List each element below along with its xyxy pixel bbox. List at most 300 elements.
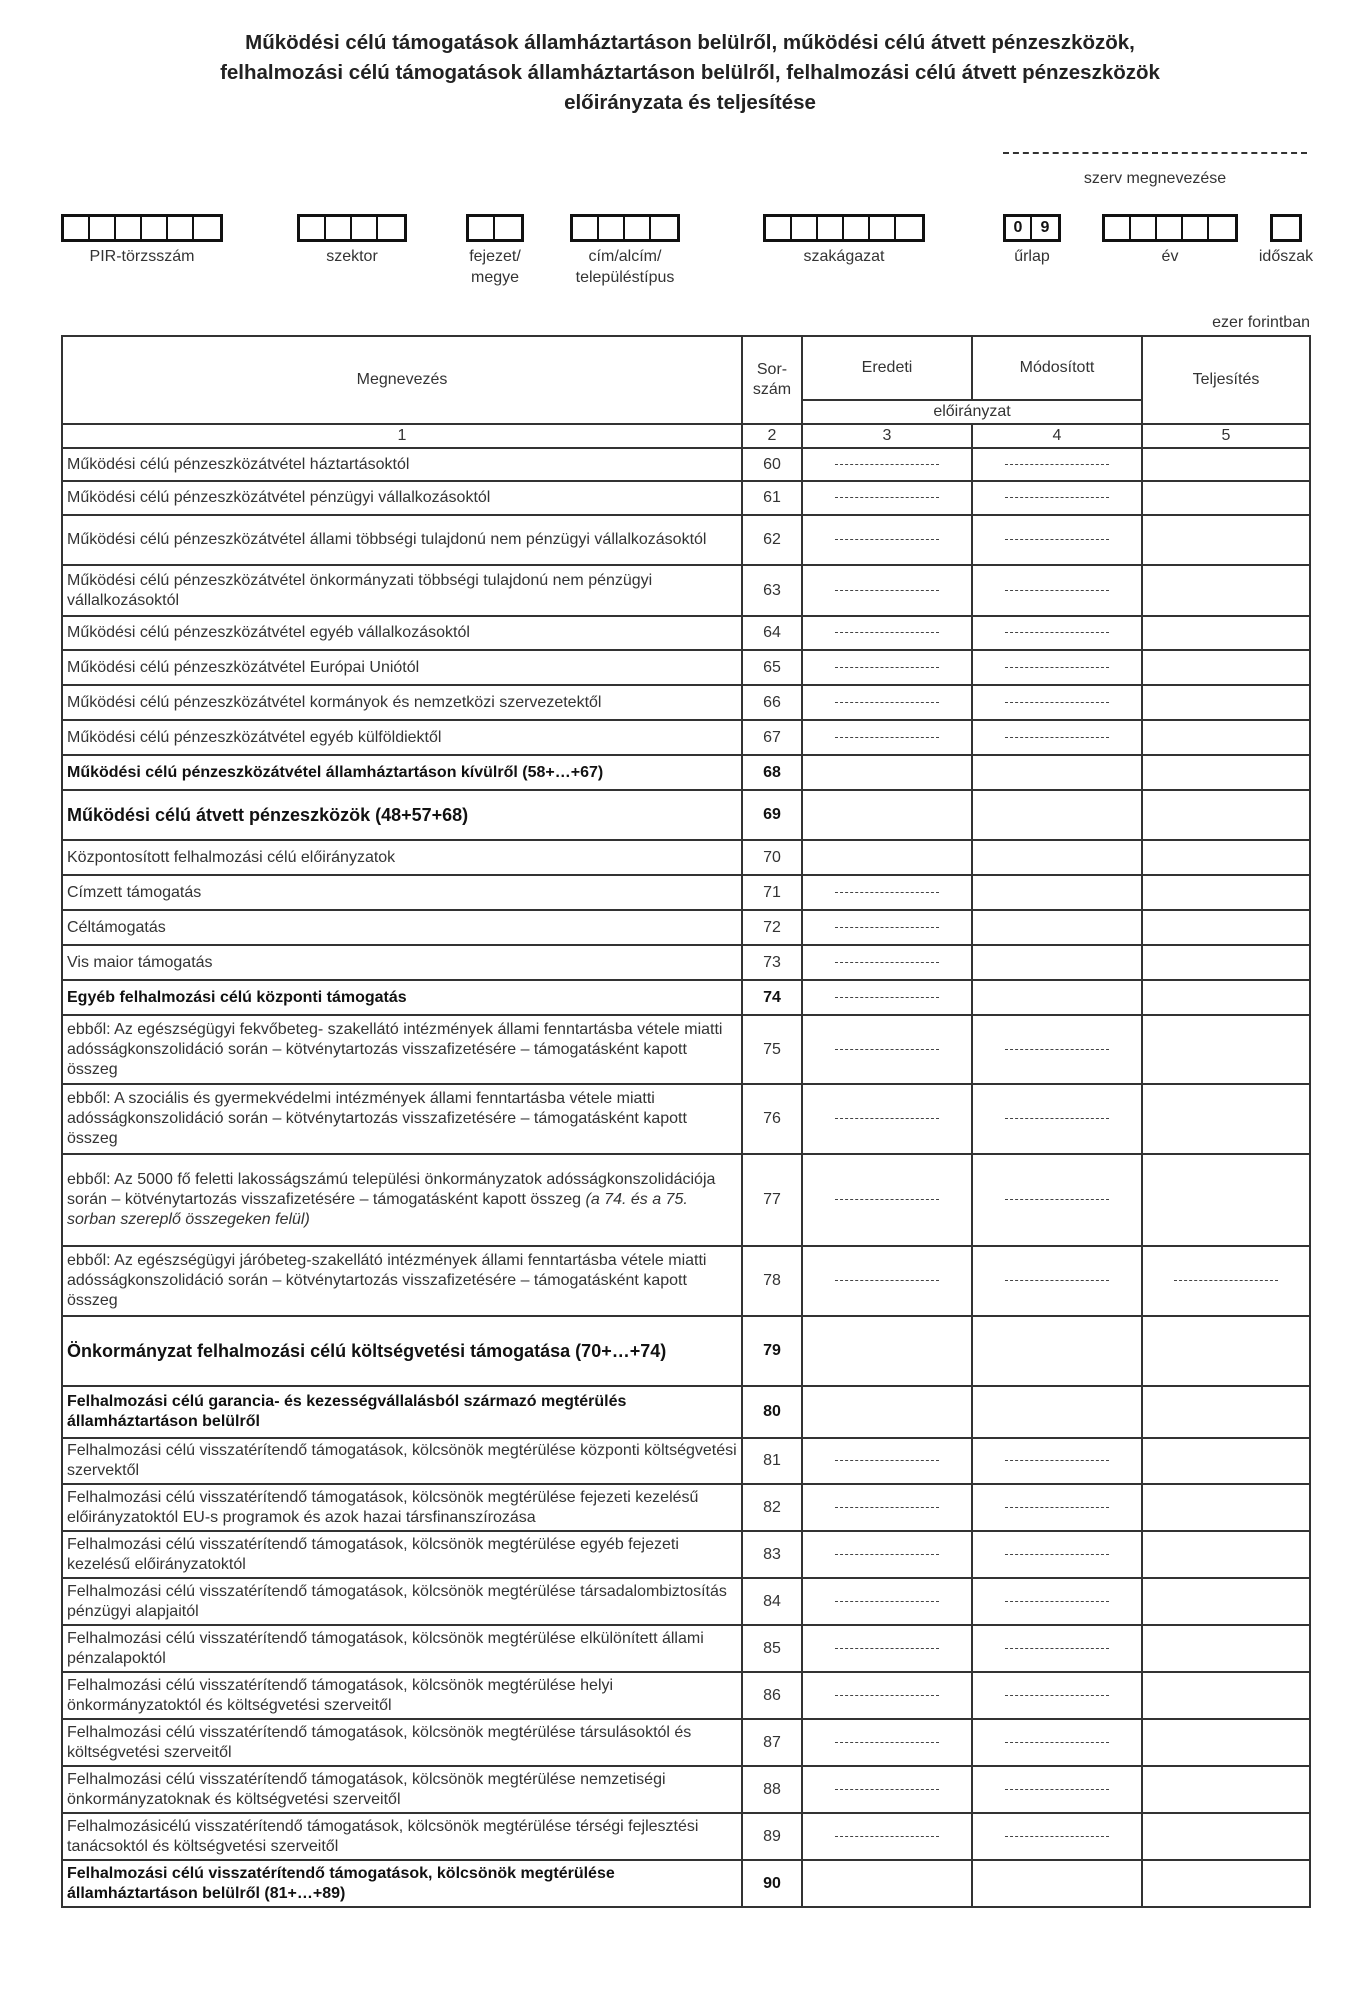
performance-value-cell[interactable]	[1142, 1438, 1310, 1484]
performance-value-cell[interactable]	[1142, 720, 1310, 755]
dash-placeholder	[835, 1742, 939, 1743]
original-value-cell-na	[802, 1246, 972, 1316]
row-name-text: ebből: Az egészségügyi fekvőbeteg- szakellátó intézmények állami fenntartásba vétele miatti adósságkonszolidáció során – kötvénytartozás visszafizetésére – támogatásként kapott összeg	[67, 1020, 723, 1078]
dash-placeholder	[835, 737, 939, 738]
row-serial: 63	[742, 565, 802, 616]
original-value-cell-na	[802, 720, 972, 755]
dash-placeholder	[835, 1049, 939, 1050]
row-serial: 74	[742, 980, 802, 1015]
row-name-text: Felhalmozásicélú visszatérítendő támogatások, kölcsönök megtérülése térségi fejlesztési tanácsoktól és költségvetési szerveitől	[67, 1817, 699, 1855]
dash-placeholder	[835, 464, 939, 465]
row-name	[62, 1316, 742, 1386]
performance-value-cell[interactable]	[1142, 1386, 1310, 1438]
table-row	[62, 1766, 1310, 1813]
row-name	[62, 1672, 742, 1719]
modified-value-cell-na	[972, 1438, 1142, 1484]
row-serial: 82	[742, 1484, 802, 1531]
modified-value-cell[interactable]	[972, 910, 1142, 945]
row-name-text: Felhalmozási célú garancia- és kezességvállalásból származó megtérülés államháztartáson belülről	[67, 1393, 627, 1430]
original-value-cell-na	[802, 685, 972, 720]
row-serial: 78	[742, 1246, 802, 1316]
modified-value-cell-na	[972, 1484, 1142, 1531]
row-name	[62, 790, 742, 840]
dash-placeholder	[835, 1460, 939, 1461]
row-name-text: Egyéb felhalmozási célú központi támogatás	[67, 988, 407, 1006]
row-name-text: Működési célú pénzeszközátvétel államháztartáson kívülről (58+…+67)	[67, 763, 604, 781]
code-cell[interactable]	[378, 217, 404, 239]
dash-placeholder	[1005, 1789, 1109, 1790]
dash-placeholder	[835, 927, 939, 928]
row-name-text: Működési célú pénzeszközátvétel kormányok és nemzetközi szervezetektől	[67, 693, 602, 711]
row-name	[62, 616, 742, 650]
row-serial: 66	[742, 685, 802, 720]
modified-value-cell-na	[972, 1766, 1142, 1813]
period-code-boxes[interactable]	[1270, 214, 1302, 242]
row-name-text: Működési célú pénzeszközátvétel önkormányzati többségi tulajdonú nem pénzügyi vállalkozásoktól	[67, 571, 653, 609]
row-name-text: Címzett támogatás	[67, 883, 202, 901]
row-name-text: Felhalmozási célú visszatérítendő támogatások, kölcsönök megtérülése nemzetiségi önkormányzatoknak és költségvetési szerveitől	[67, 1770, 666, 1808]
table-row	[62, 1672, 1310, 1719]
dash-placeholder	[835, 1648, 939, 1649]
dash-placeholder	[1005, 632, 1109, 633]
row-name-text: Működési célú pénzeszközátvétel állami többségi tulajdonú nem pénzügyi vállalkozásoktól	[67, 531, 707, 548]
form-code-boxes[interactable]	[1003, 214, 1061, 242]
dash-placeholder	[835, 1554, 939, 1555]
original-value-cell-na	[802, 1625, 972, 1672]
dash-placeholder	[835, 1280, 939, 1281]
code-cell[interactable]	[1183, 217, 1209, 239]
row-name	[62, 448, 742, 481]
dash-placeholder	[835, 892, 939, 893]
original-value-cell-na	[802, 1672, 972, 1719]
table-row	[62, 565, 1310, 616]
modified-value-cell[interactable]	[972, 790, 1142, 840]
performance-value-cell[interactable]	[1142, 650, 1310, 685]
original-value-cell-na	[802, 448, 972, 481]
table-row	[62, 1719, 1310, 1766]
table-row	[62, 1316, 1310, 1386]
year-code-boxes[interactable]	[1102, 214, 1238, 242]
performance-value-cell[interactable]	[1142, 1484, 1310, 1531]
dash-placeholder	[1005, 1280, 1109, 1281]
modified-value-cell-na	[972, 616, 1142, 650]
row-name	[62, 1860, 742, 1907]
table-row	[62, 720, 1310, 755]
performance-value-cell[interactable]	[1142, 1154, 1310, 1246]
code-cell[interactable]	[651, 217, 677, 239]
row-name	[62, 840, 742, 875]
dash-placeholder	[1005, 464, 1109, 465]
branch-code-label: szakágazat	[803, 248, 885, 265]
modified-value-cell-na	[972, 1625, 1142, 1672]
performance-value-cell[interactable]	[1142, 945, 1310, 980]
original-value-cell-na	[802, 565, 972, 616]
row-name	[62, 945, 742, 980]
column-number-row	[62, 424, 1310, 448]
table-row	[62, 481, 1310, 515]
performance-value-cell[interactable]	[1142, 685, 1310, 720]
dash-placeholder	[1005, 1118, 1109, 1119]
performance-value-cell[interactable]	[1142, 616, 1310, 650]
performance-value-cell[interactable]	[1142, 1316, 1310, 1386]
period-code-group	[1258, 214, 1314, 265]
row-name	[62, 1625, 742, 1672]
row-serial: 88	[742, 1766, 802, 1813]
modified-value-cell[interactable]	[972, 1316, 1142, 1386]
code-cell[interactable]	[469, 217, 495, 239]
performance-value-cell[interactable]	[1142, 1578, 1310, 1625]
table-row	[62, 1084, 1310, 1154]
modified-value-cell-na	[972, 1015, 1142, 1084]
original-value-cell-na	[802, 481, 972, 515]
row-name-text: ebből: A szociális és gyermekvédelmi intézmények állami fenntartásba vétele miatti adósságkonszolidáció során – kötvénytartozás visszafizetésére – támogatásként kapott összeg	[67, 1090, 687, 1147]
code-cell[interactable]	[1157, 217, 1183, 239]
row-name-text: Felhalmozási célú visszatérítendő támogatások, kölcsönök megtérülése elkülönített állami pénzalapoktól	[67, 1629, 704, 1667]
title-sub-code-label: cím/alcím/ településtípus	[575, 248, 675, 286]
dash-placeholder	[1005, 1199, 1109, 1200]
dash-placeholder	[1005, 1554, 1109, 1555]
performance-value-cell[interactable]	[1142, 1531, 1310, 1578]
performance-value-cell[interactable]	[1142, 448, 1310, 481]
code-cell[interactable]	[352, 217, 378, 239]
dash-placeholder	[1005, 1836, 1109, 1837]
table-row	[62, 840, 1310, 875]
header-modified: Módosított	[972, 336, 1142, 400]
title-sub-code-group	[570, 214, 680, 286]
col-number: 3	[802, 424, 972, 448]
code-cell[interactable]	[168, 217, 194, 239]
code-cell[interactable]	[64, 217, 90, 239]
performance-value-cell[interactable]	[1142, 755, 1310, 790]
header-performance: Teljesítés	[1142, 336, 1310, 424]
performance-value-cell[interactable]	[1142, 1719, 1310, 1766]
row-serial: 86	[742, 1672, 802, 1719]
table-row	[62, 1578, 1310, 1625]
modified-value-cell[interactable]	[972, 945, 1142, 980]
performance-value-cell[interactable]	[1142, 980, 1310, 1015]
performance-value-cell[interactable]	[1142, 1860, 1310, 1907]
row-serial: 61	[742, 481, 802, 515]
row-name-text: Önkormányzat felhalmozási célú költségvetési támogatása (70+…+74)	[67, 1341, 667, 1361]
code-cell[interactable]	[1273, 217, 1299, 239]
modified-value-cell-na	[972, 1719, 1142, 1766]
original-value-cell-na	[802, 1438, 972, 1484]
original-value-cell-na	[802, 1719, 972, 1766]
code-cell[interactable]	[573, 217, 599, 239]
performance-value-cell[interactable]	[1142, 515, 1310, 565]
dash-placeholder	[1005, 1507, 1109, 1508]
col-number: 2	[742, 424, 802, 448]
code-cell[interactable]	[1209, 217, 1235, 239]
row-name-text: Működési célú pénzeszközátvétel egyéb vállalkozásoktól	[67, 624, 470, 641]
row-name-text: Vis maior támogatás	[67, 953, 213, 971]
period-code-label: időszak	[1258, 248, 1314, 265]
table-row	[62, 1154, 1310, 1246]
row-serial: 83	[742, 1531, 802, 1578]
row-serial: 76	[742, 1084, 802, 1154]
original-value-cell-na	[802, 945, 972, 980]
pir-code-group	[61, 214, 223, 265]
original-value-cell[interactable]	[802, 1316, 972, 1386]
performance-value-cell[interactable]	[1142, 1015, 1310, 1084]
title-line-1: Működési célú támogatások államháztartáson belülről, működési célú átvett pénzeszközök,	[245, 31, 1135, 54]
modified-value-cell-na	[972, 1672, 1142, 1719]
row-name-text: Felhalmozási célú visszatérítendő támogatások, kölcsönök megtérülése fejezeti kezelésű előirányzatoktól EU-s programok és azok hazai társfinanszírozása	[67, 1488, 699, 1526]
dash-placeholder	[835, 702, 939, 703]
dash-placeholder	[1005, 667, 1109, 668]
row-name-text: Működési célú átvett pénzeszközök (48+57+68)	[67, 805, 469, 825]
dash-placeholder	[835, 1695, 939, 1696]
modified-value-cell[interactable]	[972, 1860, 1142, 1907]
dash-placeholder	[835, 1199, 939, 1200]
modified-value-cell[interactable]	[972, 755, 1142, 790]
appropriation-table	[61, 335, 1311, 1908]
original-value-cell-na	[802, 1578, 972, 1625]
header-original: Eredeti	[802, 336, 972, 400]
row-name	[62, 875, 742, 910]
dash-placeholder	[835, 1789, 939, 1790]
sector-code-group	[297, 214, 407, 265]
modified-value-cell-na	[972, 720, 1142, 755]
header-serial: Sor- szám	[742, 336, 802, 424]
row-name	[62, 1438, 742, 1484]
row-serial: 72	[742, 910, 802, 945]
row-name	[62, 910, 742, 945]
performance-value-cell[interactable]	[1142, 790, 1310, 840]
original-value-cell[interactable]	[802, 840, 972, 875]
table-row	[62, 1625, 1310, 1672]
modified-value-cell-na	[972, 448, 1142, 481]
dash-placeholder	[835, 539, 939, 540]
original-value-cell-na	[802, 1084, 972, 1154]
dash-placeholder	[1005, 590, 1109, 591]
performance-value-cell[interactable]	[1142, 875, 1310, 910]
original-value-cell[interactable]	[802, 1860, 972, 1907]
dash-placeholder	[835, 962, 939, 963]
row-serial: 70	[742, 840, 802, 875]
row-name	[62, 1015, 742, 1084]
original-value-cell-na	[802, 616, 972, 650]
org-name-label: szerv megnevezése	[1083, 170, 1227, 187]
performance-value-cell[interactable]	[1142, 481, 1310, 515]
dash-placeholder	[835, 667, 939, 668]
form-code-digit-1[interactable]: 0	[1006, 217, 1032, 239]
code-cell[interactable]	[625, 217, 651, 239]
code-cell[interactable]	[90, 217, 116, 239]
performance-value-cell[interactable]	[1142, 1766, 1310, 1813]
branch-code-boxes[interactable]	[763, 214, 925, 242]
row-name	[62, 1484, 742, 1531]
row-name-text: Felhalmozási célú visszatérítendő támogatások, kölcsönök megtérülése társulásoktól és költségvetési szerveitől	[67, 1723, 692, 1761]
code-cell[interactable]	[1131, 217, 1157, 239]
code-cell[interactable]	[116, 217, 142, 239]
dash-placeholder	[835, 632, 939, 633]
row-name	[62, 685, 742, 720]
code-cell[interactable]	[300, 217, 326, 239]
modified-value-cell[interactable]	[972, 1386, 1142, 1438]
code-cell[interactable]	[194, 217, 220, 239]
code-cell[interactable]	[495, 217, 521, 239]
row-name-text: Felhalmozási célú visszatérítendő támogatások, kölcsönök megtérülése helyi önkormányzatoktól és költségvetési szerveitől	[67, 1676, 614, 1714]
row-name	[62, 1531, 742, 1578]
performance-value-cell[interactable]	[1142, 840, 1310, 875]
document-title	[120, 28, 1260, 118]
row-name-text: Felhalmozási célú visszatérítendő támogatások, kölcsönök megtérülése államháztartáson belülről (81+…+89)	[67, 1864, 615, 1902]
original-value-cell-na	[802, 1766, 972, 1813]
performance-value-cell[interactable]	[1142, 1625, 1310, 1672]
chapter-code-group	[466, 214, 524, 286]
table-row	[62, 1860, 1310, 1907]
row-name-text: Céltámogatás	[67, 918, 166, 936]
dash-placeholder	[835, 1601, 939, 1602]
modified-value-cell-na	[972, 1578, 1142, 1625]
row-name	[62, 755, 742, 790]
row-serial: 77	[742, 1154, 802, 1246]
row-name	[62, 1386, 742, 1438]
title-line-3: előirányzata és teljesítése	[564, 91, 816, 114]
code-cell[interactable]	[870, 217, 896, 239]
row-serial: 80	[742, 1386, 802, 1438]
code-cell[interactable]	[896, 217, 922, 239]
dash-placeholder	[835, 1836, 939, 1837]
header-appropriation: előirányzat	[802, 400, 1142, 424]
modified-value-cell-na	[972, 1531, 1142, 1578]
dash-placeholder	[835, 1507, 939, 1508]
modified-value-cell[interactable]	[972, 980, 1142, 1015]
original-value-cell-na	[802, 650, 972, 685]
dash-placeholder	[1005, 702, 1109, 703]
table-row	[62, 1386, 1310, 1438]
chapter-code-boxes[interactable]	[466, 214, 524, 242]
col-number: 5	[1142, 424, 1310, 448]
row-name-text: Felhalmozási célú visszatérítendő támogatások, kölcsönök megtérülése központi költségvetési szervektől	[67, 1442, 737, 1479]
branch-code-group	[763, 214, 925, 265]
title-line-2: felhalmozási célú támogatások államháztartáson belülről, felhalmozási célú átvett pénzeszközök	[220, 61, 1160, 84]
table-row	[62, 685, 1310, 720]
dash-placeholder	[1005, 737, 1109, 738]
performance-value-cell[interactable]	[1142, 1084, 1310, 1154]
code-cell[interactable]	[599, 217, 625, 239]
col-number: 1	[62, 424, 742, 448]
row-name-text: ebből: Az egészségügyi járóbeteg-szakellátó intézmények állami fenntartásba vétele miatti adósságkonszolidáció során – kötvénytartozás visszafizetésére – támogatásként kapott összeg	[67, 1252, 707, 1309]
dash-placeholder	[1005, 1695, 1109, 1696]
row-name-text: Működési célú pénzeszközátvétel Európai Uniótól	[67, 658, 420, 676]
row-name-text: Működési célú pénzeszközátvétel háztartásoktól	[67, 455, 410, 473]
code-cell[interactable]	[766, 217, 792, 239]
modified-value-cell-na	[972, 1154, 1142, 1246]
year-code-label: év	[1161, 248, 1179, 265]
original-value-cell-na	[802, 1813, 972, 1860]
original-value-cell-na	[802, 515, 972, 565]
code-cell[interactable]	[326, 217, 352, 239]
row-name	[62, 1813, 742, 1860]
code-cell[interactable]	[1105, 217, 1131, 239]
performance-value-cell[interactable]	[1142, 565, 1310, 616]
row-name	[62, 1246, 742, 1316]
pir-code-boxes[interactable]	[61, 214, 223, 242]
form-code-label: űrlap	[1014, 248, 1050, 265]
row-name-note: (a 74. és a 75. sorban szereplő összegeken felül)	[67, 1191, 688, 1228]
chapter-code-label: fejezet/ megye	[469, 248, 521, 286]
row-serial: 90	[742, 1860, 802, 1907]
code-cell[interactable]	[818, 217, 844, 239]
org-name-field-line[interactable]	[1003, 152, 1307, 154]
dash-placeholder	[1005, 1648, 1109, 1649]
form-code-digit-2[interactable]: 9	[1040, 219, 1050, 236]
dash-placeholder	[1005, 1742, 1109, 1743]
original-value-cell[interactable]	[802, 1386, 972, 1438]
table-row	[62, 1246, 1310, 1316]
dash-placeholder	[1005, 1049, 1109, 1050]
dash-placeholder	[835, 497, 939, 498]
row-name	[62, 1766, 742, 1813]
row-name	[62, 515, 742, 565]
unit-label: ezer forintban	[1212, 314, 1310, 331]
row-serial: 60	[742, 448, 802, 481]
title-sub-code-boxes[interactable]	[570, 214, 680, 242]
row-serial: 64	[742, 616, 802, 650]
pir-code-label: PIR-törzsszám	[89, 248, 195, 265]
original-value-cell-na	[802, 980, 972, 1015]
table-row	[62, 945, 1310, 980]
modified-value-cell-na	[972, 650, 1142, 685]
modified-value-cell-na	[972, 1246, 1142, 1316]
dash-placeholder	[1005, 539, 1109, 540]
row-serial: 85	[742, 1625, 802, 1672]
modified-value-cell[interactable]	[972, 875, 1142, 910]
performance-value-cell[interactable]	[1142, 1672, 1310, 1719]
modified-value-cell[interactable]	[972, 840, 1142, 875]
table-row	[62, 1484, 1310, 1531]
row-name-text: Felhalmozási célú visszatérítendő támogatások, kölcsönök megtérülése egyéb fejezeti kezelésű előirányzatoktól	[67, 1535, 679, 1573]
row-name	[62, 481, 742, 515]
sector-code-boxes[interactable]	[297, 214, 407, 242]
table-row	[62, 980, 1310, 1015]
modified-value-cell-na	[972, 481, 1142, 515]
table-row	[62, 875, 1310, 910]
original-value-cell[interactable]	[802, 790, 972, 840]
dash-placeholder	[1174, 1280, 1278, 1281]
row-name-text: Felhalmozási célú visszatérítendő támogatások, kölcsönök megtérülése társadalombiztosítás pénzügyi alapjaitól	[67, 1582, 727, 1620]
row-name	[62, 980, 742, 1015]
col-number: 4	[972, 424, 1142, 448]
row-serial: 75	[742, 1015, 802, 1084]
row-name	[62, 1578, 742, 1625]
dash-placeholder	[1005, 1601, 1109, 1602]
row-serial: 67	[742, 720, 802, 755]
table-row	[62, 1813, 1310, 1860]
modified-value-cell-na	[972, 515, 1142, 565]
modified-value-cell-na	[972, 1084, 1142, 1154]
row-name-text: ebből: Az 5000 fő feletti lakosságszámú települési önkormányzatok adósságkonszolidációja során – kötvénytartozás visszafizetésére – támogatásként kapott összeg	[67, 1171, 716, 1208]
code-cell[interactable]	[792, 217, 818, 239]
dash-placeholder	[835, 997, 939, 998]
form-code-group	[1003, 214, 1061, 265]
row-serial: 65	[742, 650, 802, 685]
dash-placeholder	[1005, 497, 1109, 498]
table-row	[62, 650, 1310, 685]
code-cell[interactable]	[142, 217, 168, 239]
performance-value-cell[interactable]	[1142, 910, 1310, 945]
year-code-group	[1102, 214, 1238, 265]
row-name	[62, 720, 742, 755]
code-cell[interactable]	[844, 217, 870, 239]
performance-value-cell-na	[1142, 1246, 1310, 1316]
original-value-cell-na	[802, 1015, 972, 1084]
table-row	[62, 910, 1310, 945]
original-value-cell[interactable]	[802, 755, 972, 790]
performance-value-cell[interactable]	[1142, 1813, 1310, 1860]
